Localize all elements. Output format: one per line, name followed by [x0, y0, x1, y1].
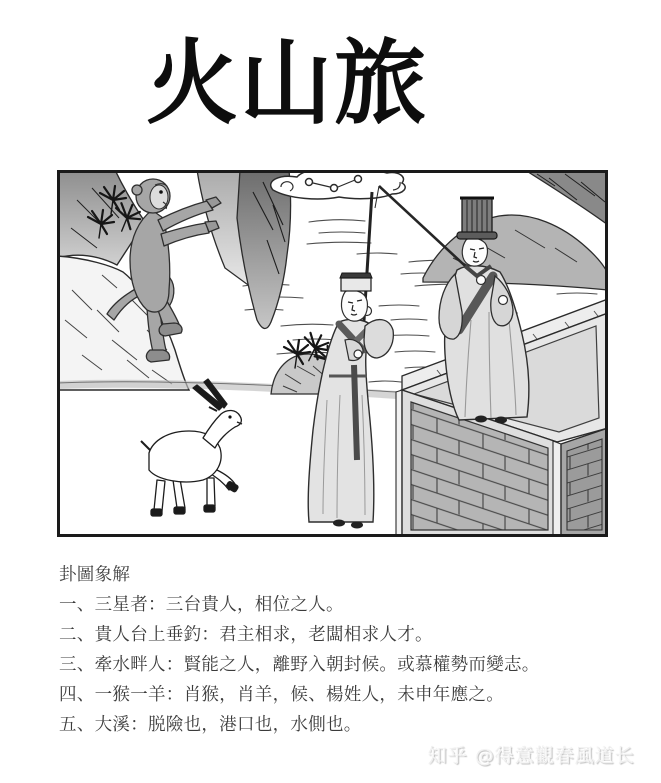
page-title: 火山旅	[146, 30, 429, 137]
star-icon	[331, 185, 338, 192]
right-mountains	[423, 170, 608, 290]
goat	[141, 379, 242, 516]
note-line: 四、一猴一羊：肖猴，肖羊，候、楊姓人，未申年應之。	[59, 685, 504, 705]
note-line: 二、貴人台上垂釣：君主相求，老闆相求人才。	[59, 625, 433, 645]
note-line: 一、三星者：三台貴人，相位之人。	[59, 595, 344, 615]
hanging-sash	[354, 365, 357, 460]
three-stars-cloud	[271, 170, 406, 199]
flat-hat	[340, 273, 372, 278]
star-icon	[306, 179, 313, 186]
note-line: 五、大溪：脱險也，港口也，水側也。	[59, 715, 362, 735]
star-icon	[355, 176, 362, 183]
hexagram-illustration-svg	[57, 170, 608, 537]
note-line: 三、牽水畔人：賢能之人，離野入朝封候。或慕權勢而變志。	[59, 655, 540, 675]
hexagram-illustration	[57, 170, 608, 537]
watermark: 知乎 @得意觀春風道长	[427, 745, 635, 767]
left-cliffs	[57, 170, 291, 390]
notes-section	[59, 560, 619, 740]
notes-heading: 卦圖象解	[59, 565, 131, 585]
